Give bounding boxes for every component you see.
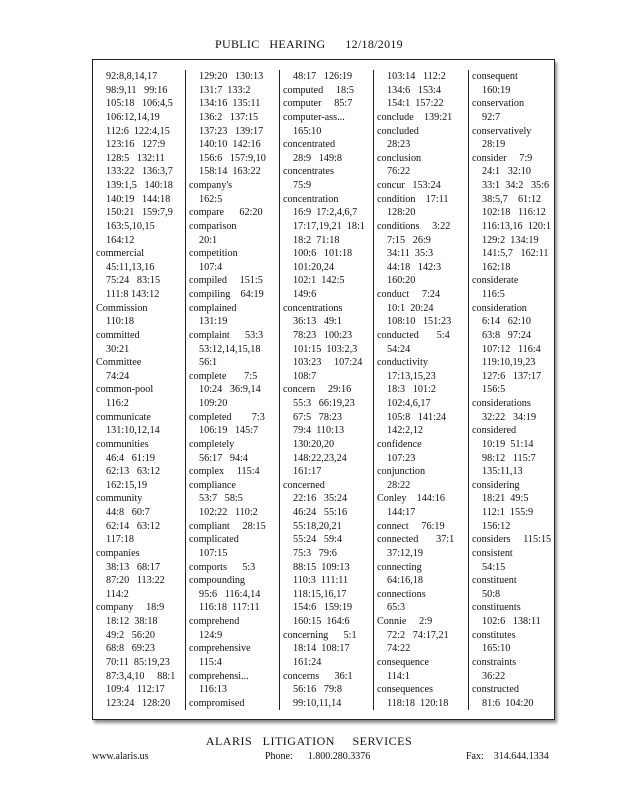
index-page-refs: 62:14 63:12 bbox=[106, 520, 161, 532]
index-page-refs: 33:1 34:2 35:6 bbox=[482, 180, 550, 191]
index-page-refs: 111:8 143:12 bbox=[106, 289, 160, 300]
index-page-refs: 114:2 bbox=[106, 588, 129, 600]
index-column-3 bbox=[279, 70, 373, 710]
index-page-refs: 45:11,13,16 bbox=[106, 261, 155, 273]
index-page-refs: 10:1 20:24 bbox=[387, 302, 434, 314]
index-page-refs: 46:24 55:16 bbox=[293, 507, 348, 518]
index-page-refs: 98:9,11 99:16 bbox=[106, 84, 168, 96]
index-page-refs: 162:5 bbox=[199, 193, 223, 205]
index-term: considered bbox=[472, 425, 517, 437]
index-page-refs: 128:20 bbox=[387, 207, 416, 219]
index-page-refs: 154:6 159:19 bbox=[293, 602, 353, 614]
index-term: company 18:9 bbox=[96, 602, 165, 614]
index-term: compare 62:20 bbox=[189, 207, 263, 219]
index-page-refs: 17:13,15,23 bbox=[387, 370, 436, 382]
index-page-refs: 102:22 110:2 bbox=[199, 507, 258, 518]
index-term: considerate bbox=[472, 275, 519, 287]
index-page-refs: 46:4 61:19 bbox=[106, 452, 155, 464]
index-page-refs: 118:15,16,17 bbox=[293, 588, 347, 600]
index-page-refs: 103:23 107:24 bbox=[293, 357, 363, 369]
index-page-refs: 105:8 141:24 bbox=[387, 411, 447, 423]
index-term: common-pool bbox=[96, 384, 154, 396]
index-page-refs: 156:6 157:9,10 bbox=[199, 152, 266, 164]
index-page-refs: 140:19 144:18 bbox=[106, 193, 171, 205]
index-term: consistent bbox=[472, 547, 513, 559]
index-page-refs: 54:24 bbox=[387, 343, 411, 355]
index-page-refs: 88:15 109:13 bbox=[293, 561, 350, 573]
index-page-refs: 18:14 108:17 bbox=[293, 643, 350, 655]
index-page-refs: 149:6 bbox=[293, 289, 317, 300]
index-column-2 bbox=[185, 70, 279, 710]
index-term: considers 115:15 bbox=[472, 534, 552, 546]
index-page-refs: 95:6 116:4,14 bbox=[199, 588, 261, 600]
index-page-refs: 44:18 142:3 bbox=[387, 261, 442, 273]
index-page-refs: 102:18 116:12 bbox=[482, 207, 546, 219]
index-page-refs: 44:8 60:7 bbox=[106, 507, 150, 518]
index-page-refs: 30:21 bbox=[106, 343, 130, 355]
index-page-refs: 107:23 bbox=[387, 452, 416, 464]
index-page-refs: 87:20 113:22 bbox=[106, 575, 165, 587]
index-term: conclude 139:21 bbox=[377, 111, 453, 123]
index-page-refs: 133:22 136:3,7 bbox=[106, 166, 173, 178]
index-page-refs: 130:20,20 bbox=[293, 438, 335, 450]
index-page-refs: 162:18 bbox=[482, 261, 511, 273]
index-page-refs: 56:1 bbox=[199, 357, 218, 369]
index-page-refs: 28:23 bbox=[387, 139, 411, 151]
index-page-refs: 140:10 142:16 bbox=[199, 139, 261, 151]
index-term: consequent bbox=[472, 71, 518, 82]
index-page-refs: 53:7 58:5 bbox=[199, 493, 243, 505]
index-page-refs: 75:24 83:15 bbox=[106, 275, 161, 287]
index-page-refs: 160:15 164:6 bbox=[293, 616, 350, 627]
index-term: compromised bbox=[189, 697, 245, 709]
index-term: complex 115:4 bbox=[189, 466, 260, 478]
index-page-refs: 28:19 bbox=[482, 139, 506, 151]
index-page-refs: 79:4 110:13 bbox=[293, 425, 345, 437]
index-term: complained bbox=[189, 302, 237, 314]
index-page-refs: 107:15 bbox=[199, 547, 228, 559]
index-page-refs: 131:7 133:2 bbox=[199, 84, 251, 96]
index-page-refs: 110:3 111:11 bbox=[293, 575, 349, 587]
index-page-refs: 32:22 34:19 bbox=[482, 411, 537, 423]
index-page-refs: 76:22 bbox=[387, 166, 411, 178]
index-term: comparison bbox=[189, 220, 237, 232]
index-page-refs: 129:20 130:13 bbox=[199, 71, 264, 82]
index-page-refs: 70:11 85:19,23 bbox=[106, 656, 170, 668]
index-page-refs: 22:16 35:24 bbox=[293, 493, 348, 505]
index-term: completed 7:3 bbox=[189, 411, 265, 423]
index-term: consequence bbox=[377, 656, 430, 668]
index-page-refs: 109:20 bbox=[199, 398, 228, 409]
index-page-refs: 115:4 bbox=[199, 656, 222, 668]
index-page-refs: 116:18 117:11 bbox=[199, 602, 260, 614]
index-term: consideration bbox=[472, 302, 527, 314]
index-frame bbox=[92, 59, 555, 720]
index-page-refs: 20:1 bbox=[199, 234, 218, 246]
footer-phone: Phone: 1.800.280.3376 bbox=[265, 751, 371, 762]
index-page-refs: 124:9 bbox=[199, 629, 223, 641]
index-page-refs: 55:24 59:4 bbox=[293, 534, 342, 546]
index-term: compliant 28:15 bbox=[189, 520, 266, 532]
index-page-refs: 156:5 bbox=[482, 384, 506, 396]
index-page-refs: 78:23 100:23 bbox=[293, 329, 353, 341]
index-page-refs: 87:3,4,10 88:1 bbox=[106, 670, 176, 682]
index-page-refs: 56:17 94:4 bbox=[199, 452, 248, 464]
index-term: communities bbox=[96, 438, 149, 450]
index-term: complete 7:5 bbox=[189, 370, 258, 382]
page-header: PUBLIC HEARING 12/18/2019 bbox=[215, 37, 403, 51]
index-page-refs: 119:10,19,23 bbox=[482, 357, 536, 369]
index-term: computer 85:7 bbox=[283, 98, 353, 110]
index-page-refs: 63:8 97:24 bbox=[482, 329, 531, 341]
index-term: conducted 5:4 bbox=[377, 329, 450, 341]
index-page-refs: 37:12,19 bbox=[387, 547, 423, 559]
index-page-refs: 107:4 bbox=[199, 261, 223, 273]
index-term: complaint 53:3 bbox=[189, 329, 264, 341]
index-term: consider 7:9 bbox=[472, 152, 533, 164]
index-term: concur 153:24 bbox=[377, 180, 441, 191]
index-page-refs: 116:13 bbox=[199, 684, 227, 696]
index-term: communicate bbox=[96, 411, 151, 423]
index-term: constituents bbox=[472, 602, 521, 614]
index-page-refs: 34:11 35:3 bbox=[387, 248, 434, 260]
index-page-refs: 139:1,5 140:18 bbox=[106, 180, 173, 191]
index-page-refs: 160:20 bbox=[387, 275, 416, 287]
index-term: concluded bbox=[377, 125, 419, 137]
index-page-refs: 150:21 159:7,9 bbox=[106, 207, 173, 219]
footer-fax: Fax: 314.644.1334 bbox=[466, 751, 549, 762]
index-term: conservatively bbox=[472, 125, 532, 137]
index-page-refs: 161:24 bbox=[293, 656, 322, 668]
index-page-refs: 49:2 56:20 bbox=[106, 629, 155, 641]
index-page-refs: 98:12 115:7 bbox=[482, 452, 536, 464]
index-term: comports 5:3 bbox=[189, 561, 256, 573]
index-column-5 bbox=[468, 70, 555, 710]
index-term: company's bbox=[189, 180, 233, 191]
index-page-refs: 142:2,12 bbox=[387, 425, 423, 437]
index-page-refs: 28:9 149:8 bbox=[293, 152, 342, 164]
index-page-refs: 123:16 127:9 bbox=[106, 139, 166, 151]
index-page-refs: 81:6 104:20 bbox=[482, 697, 534, 709]
index-page-refs: 165:10 bbox=[482, 643, 511, 655]
index-page-refs: 144:17 bbox=[387, 507, 416, 518]
index-term: consequences bbox=[377, 684, 434, 696]
index-page-refs: 135:11,13 bbox=[482, 466, 523, 478]
index-page-refs: 38:13 68:17 bbox=[106, 561, 161, 573]
index-page-refs: 18:12 38:18 bbox=[106, 616, 158, 627]
index-term: Commission bbox=[96, 302, 148, 314]
index-page-refs: 55:18,20,21 bbox=[293, 520, 342, 532]
index-page-refs: 127:6 137:17 bbox=[482, 370, 542, 382]
index-term: constructed bbox=[472, 684, 519, 696]
index-page-refs: 164:12 bbox=[106, 234, 135, 246]
index-term: conditions 3:22 bbox=[377, 220, 451, 232]
index-page-refs: 134:16 135:11 bbox=[199, 98, 261, 110]
index-page-refs: 112:6 122:4,15 bbox=[106, 125, 170, 137]
index-term: connecting bbox=[377, 561, 422, 573]
index-page-refs: 137:23 139:17 bbox=[199, 125, 264, 137]
index-term: comprehend bbox=[189, 616, 240, 627]
index-term: complicated bbox=[189, 534, 239, 546]
index-page-refs: 106:12,14,19 bbox=[106, 111, 160, 123]
index-page-refs: 62:13 63:12 bbox=[106, 466, 161, 478]
index-page-refs: 112:1 155:9 bbox=[482, 507, 534, 518]
index-page-refs: 136:2 137:15 bbox=[199, 111, 259, 123]
index-page-refs: 110:18 bbox=[106, 316, 134, 328]
index-page-refs: 92:8,8,14,17 bbox=[106, 71, 158, 82]
index-term: concentration bbox=[283, 193, 339, 205]
index-page-refs: 156:12 bbox=[482, 520, 511, 532]
index-term: commercial bbox=[96, 248, 145, 260]
index-page-refs: 67:5 78:23 bbox=[293, 411, 342, 423]
index-page-refs: 106:19 145:7 bbox=[199, 425, 259, 437]
footer-website: www.alaris.us bbox=[92, 751, 149, 762]
index-page-refs: 131:10,12,14 bbox=[106, 425, 160, 437]
index-page-refs: 102:4,6,17 bbox=[387, 398, 431, 409]
index-page-refs: 75:9 bbox=[293, 180, 312, 191]
index-page-refs: 7:15 26:9 bbox=[387, 234, 431, 246]
index-term: companies bbox=[96, 547, 140, 559]
index-page-refs: 18:3 101:2 bbox=[387, 384, 436, 396]
index-page-refs: 18:21 49:5 bbox=[482, 493, 529, 505]
index-page-refs: 38:5,7 61:12 bbox=[482, 193, 542, 205]
index-page-refs: 92:7 bbox=[482, 111, 501, 123]
index-page-refs: 134:6 153:4 bbox=[387, 84, 442, 96]
index-page-refs: 48:17 126:19 bbox=[293, 71, 353, 82]
index-page-refs: 103:14 112:2 bbox=[387, 71, 446, 82]
index-page-refs: 128:5 132:11 bbox=[106, 152, 165, 164]
index-page-refs: 158:14 163:22 bbox=[199, 166, 261, 178]
index-page-refs: 16:9 17:2,4,6,7 bbox=[293, 207, 358, 219]
index-term: considerations bbox=[472, 398, 531, 409]
index-page-refs: 131:19 bbox=[199, 316, 228, 328]
index-term: conservation bbox=[472, 98, 525, 110]
index-page-refs: 108:7 bbox=[293, 370, 317, 382]
index-page-refs: 117:18 bbox=[106, 534, 134, 546]
index-page-refs: 54:15 bbox=[482, 561, 506, 573]
index-page-refs: 17:17,19,21 18:1 bbox=[293, 220, 365, 232]
index-page-refs: 148:22,23,24 bbox=[293, 452, 347, 464]
index-term: conduct 7:24 bbox=[377, 289, 441, 300]
index-page-refs: 101:20,24 bbox=[293, 261, 335, 273]
index-term: competition bbox=[189, 248, 238, 260]
index-page-refs: 68:8 69:23 bbox=[106, 643, 155, 655]
index-term: compiled 151:5 bbox=[189, 275, 263, 287]
index-page-refs: 123:24 128:20 bbox=[106, 697, 171, 709]
index-page-refs: 74:22 bbox=[387, 643, 411, 655]
index-page-refs: 160:19 bbox=[482, 84, 511, 96]
index-term: community bbox=[96, 493, 143, 505]
index-page-refs: 116:2 bbox=[106, 398, 129, 409]
index-term: concerned bbox=[283, 479, 325, 491]
index-column-1 bbox=[96, 70, 185, 710]
index-page-refs: 55:3 66:19,23 bbox=[293, 398, 355, 409]
index-page-refs: 116:13,16 120:1 bbox=[482, 220, 551, 232]
index-term: connected 37:1 bbox=[377, 534, 455, 546]
index-page-refs: 53:12,14,15,18 bbox=[199, 343, 261, 355]
index-term: completely bbox=[189, 438, 235, 450]
index-term: connect 76:19 bbox=[377, 520, 445, 532]
index-page-refs: 36:13 49:1 bbox=[293, 316, 342, 328]
index-term: confidence bbox=[377, 438, 422, 450]
index-column-4 bbox=[373, 70, 468, 710]
index-term: concentrated bbox=[283, 139, 336, 151]
index-page-refs: 28:22 bbox=[387, 479, 411, 491]
index-term: considering bbox=[472, 479, 520, 491]
index-page-refs: 165:10 bbox=[293, 125, 322, 137]
index-page-refs: 6:14 62:10 bbox=[482, 316, 531, 328]
index-page-refs: 105:18 106:4,5 bbox=[106, 98, 173, 110]
index-page-refs: 141:5,7 162:11 bbox=[482, 248, 549, 260]
index-page-refs: 18:2 71:18 bbox=[293, 234, 340, 246]
index-page-refs: 101:15 103:2,3 bbox=[293, 343, 358, 355]
index-page-refs: 50:8 bbox=[482, 588, 501, 600]
index-page-refs: 129:2 134:19 bbox=[482, 234, 539, 246]
index-term: compliance bbox=[189, 479, 236, 491]
index-page-refs: 72:2 74:17,21 bbox=[387, 629, 449, 641]
index-page-refs: 24:1 32:10 bbox=[482, 166, 531, 178]
index-term: comprehensi... bbox=[189, 670, 249, 682]
index-term: Connie 2:9 bbox=[377, 616, 433, 627]
index-term: constraints bbox=[472, 656, 517, 668]
index-page-refs: 107:12 116:4 bbox=[482, 343, 541, 355]
index-term: concerning 5:1 bbox=[283, 629, 357, 641]
index-page-refs: 161:17 bbox=[293, 466, 322, 478]
index-page-refs: 114:1 bbox=[387, 670, 410, 682]
index-page-refs: 75:3 79:6 bbox=[293, 547, 337, 559]
index-page-refs: 162:15,19 bbox=[106, 479, 148, 491]
index-page-refs: 10:19 51:14 bbox=[482, 438, 534, 450]
index-term: computer-ass... bbox=[283, 111, 345, 123]
index-term: compounding bbox=[189, 575, 246, 587]
index-term: concern 29:16 bbox=[283, 384, 352, 396]
index-page-refs: 108:10 151:23 bbox=[387, 316, 452, 328]
index-term: comprehensive bbox=[189, 643, 251, 655]
index-page-refs: 36:22 bbox=[482, 670, 506, 682]
index-term: concentrates bbox=[283, 166, 334, 178]
index-page-refs: 102:6 138:11 bbox=[482, 616, 541, 627]
index-page-refs: 99:10,11,14 bbox=[293, 697, 342, 709]
index-page-refs: 102:1 142:5 bbox=[293, 275, 345, 287]
index-term: committed bbox=[96, 329, 140, 341]
index-term: Committee bbox=[96, 357, 142, 369]
index-term: conductivity bbox=[377, 357, 428, 369]
index-page-refs: 64:16,18 bbox=[387, 575, 423, 587]
index-term: connections bbox=[377, 588, 426, 600]
index-term: computed 18:5 bbox=[283, 84, 355, 96]
index-page-refs: 65:3 bbox=[387, 602, 406, 614]
index-term: compiling 64:19 bbox=[189, 289, 264, 300]
index-page-refs: 163:5,10,15 bbox=[106, 220, 155, 232]
index-term: conjunction bbox=[377, 466, 426, 478]
footer-company-name: ALARIS LITIGATION SERVICES bbox=[205, 734, 413, 748]
index-page-refs: 56:16 79:8 bbox=[293, 684, 342, 696]
index-page-refs: 109:4 112:17 bbox=[106, 684, 165, 696]
index-page-refs: 74:24 bbox=[106, 370, 130, 382]
index-term: constitutes bbox=[472, 629, 516, 641]
index-term: Conley 144:16 bbox=[377, 493, 445, 505]
index-page-refs: 116:5 bbox=[482, 289, 505, 300]
index-page-refs: 118:18 120:18 bbox=[387, 697, 449, 709]
index-term: constituent bbox=[472, 575, 517, 587]
index-page-refs: 100:6 101:18 bbox=[293, 248, 353, 260]
index-page-refs: 10:24 36:9,14 bbox=[199, 384, 261, 396]
index-page-refs: 154:1 157:22 bbox=[387, 98, 444, 110]
index-term: condition 17:11 bbox=[377, 193, 449, 205]
index-term: conclusion bbox=[377, 152, 422, 164]
index-term: concerns 36:1 bbox=[283, 670, 353, 682]
index-term: concentrations bbox=[283, 302, 343, 314]
